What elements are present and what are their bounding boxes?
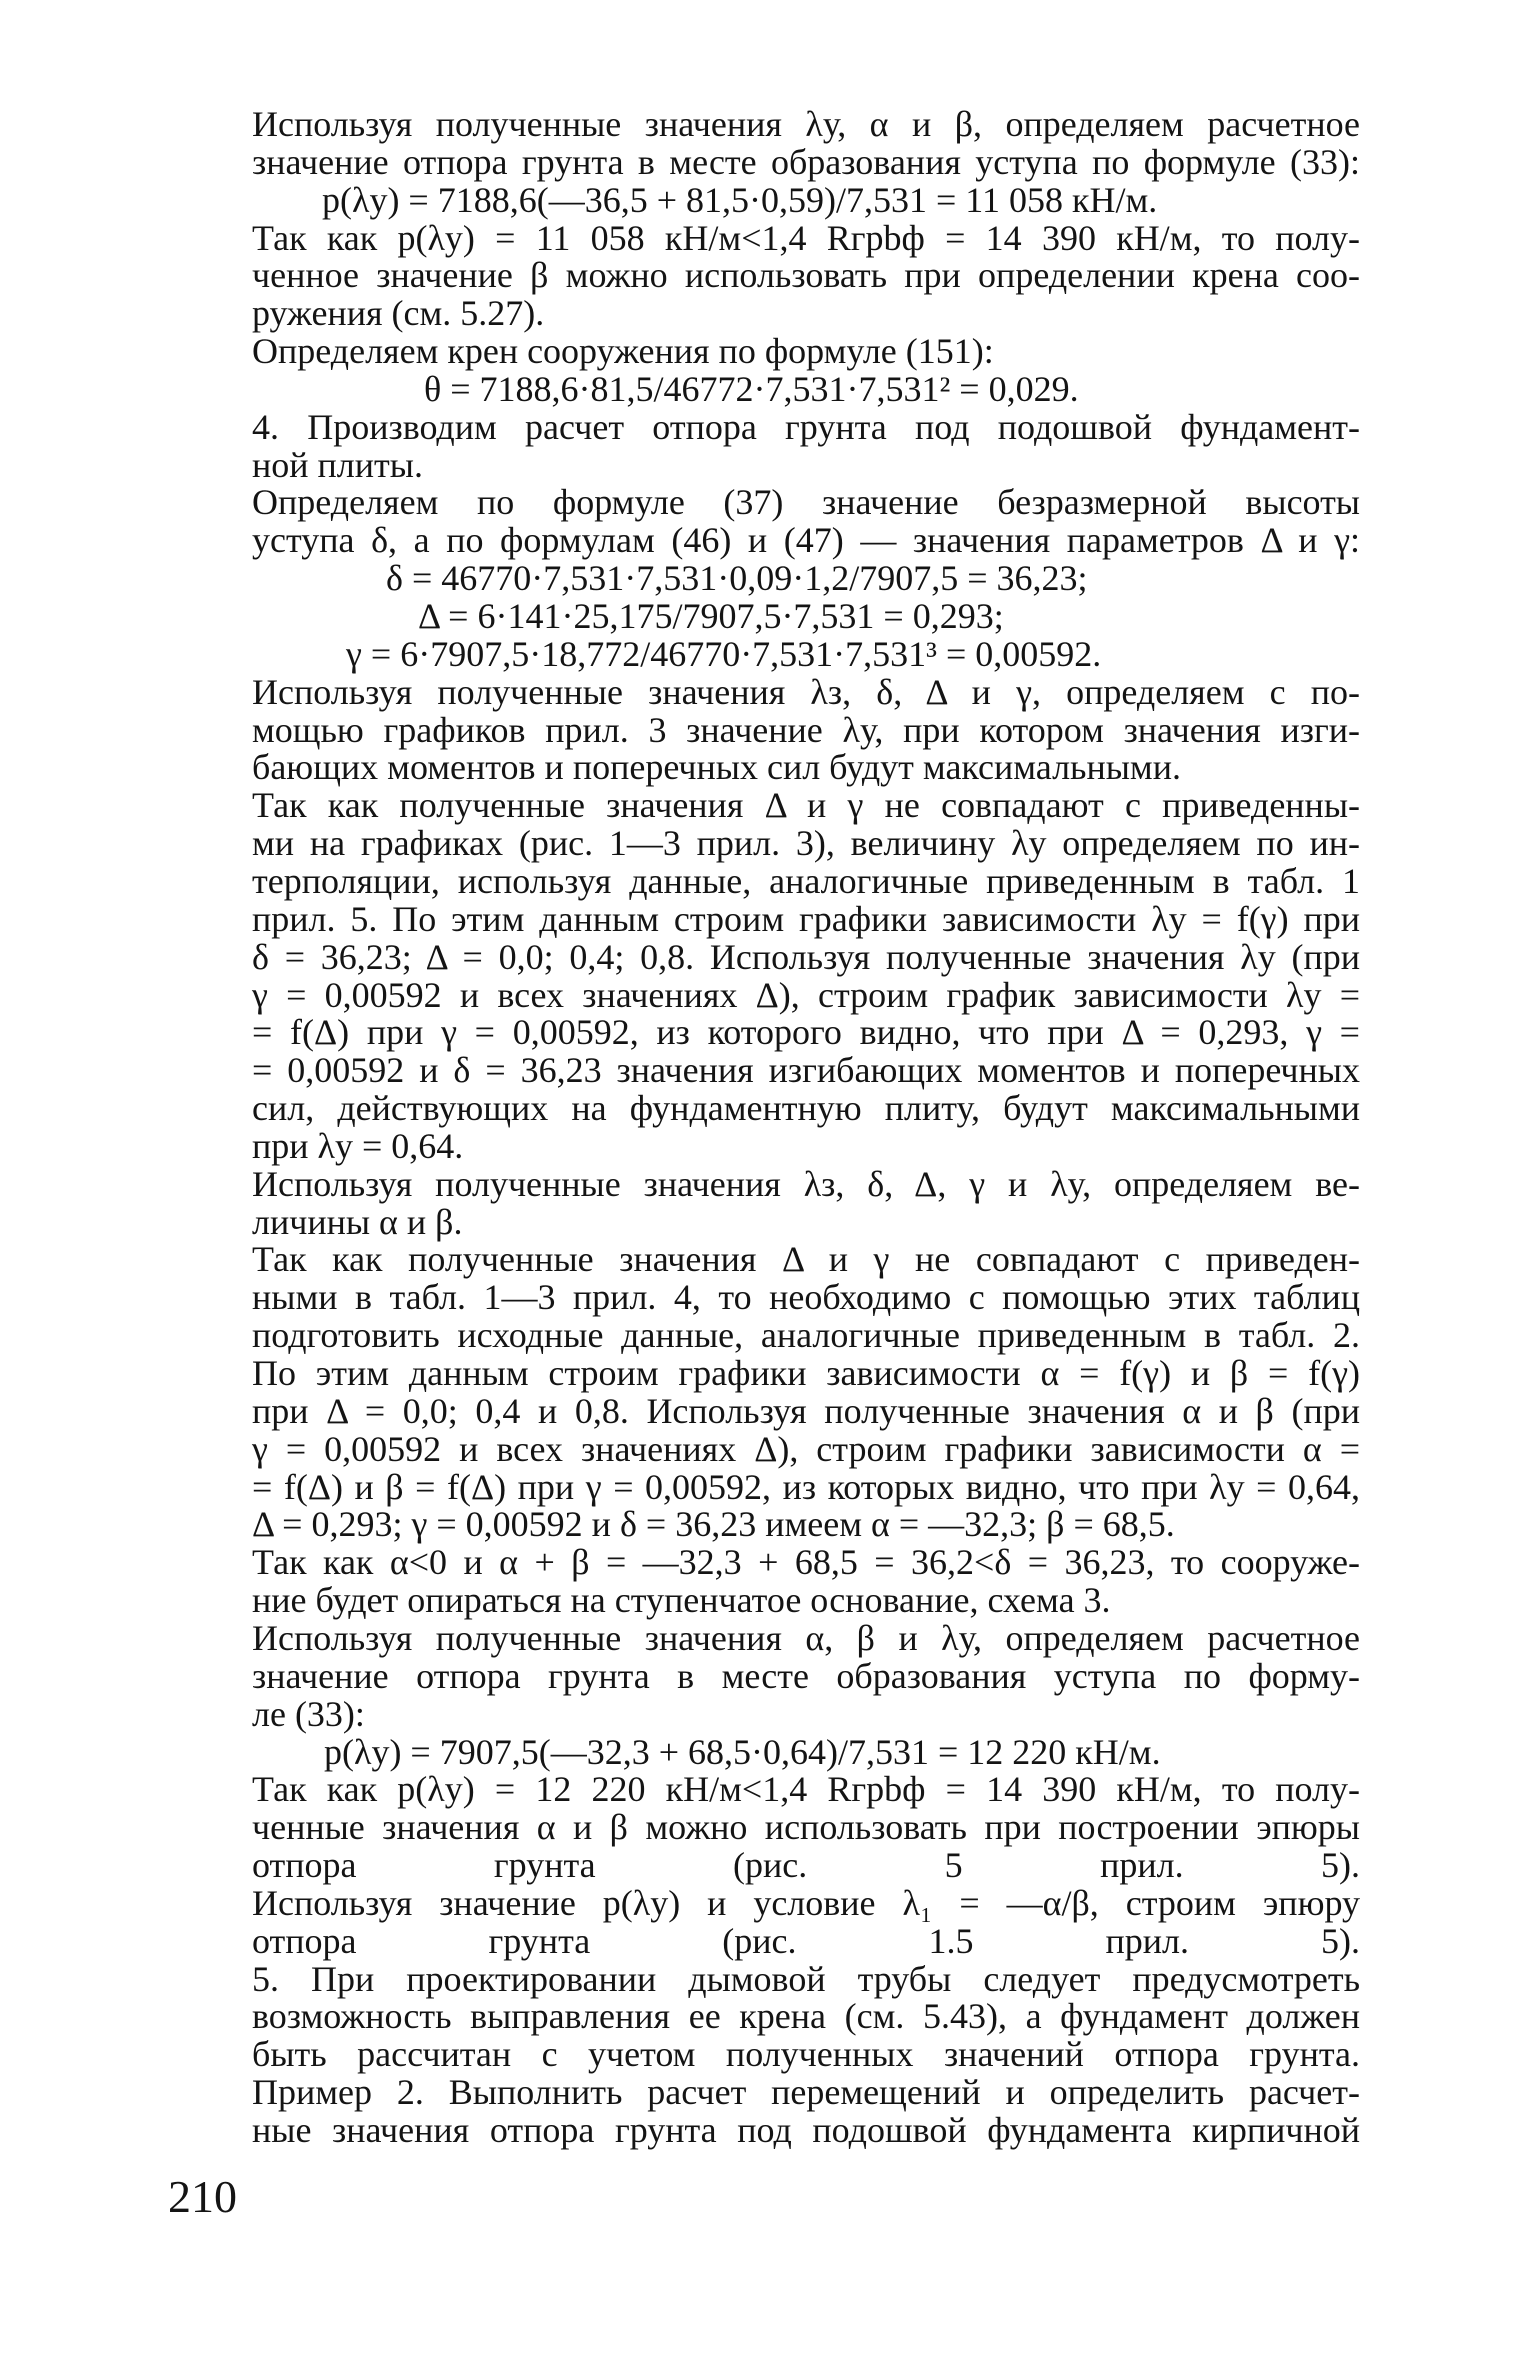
text-line: Пример 2. Выполнить расчет перемещений и определить расчет-: [252, 2072, 1360, 2112]
text-line: δ = 36,23; Δ = 0,0; 0,4; 0,8. Используя полученные значения λу (при: [252, 937, 1360, 977]
text-line: ми на графиках (рис. 1—3 прил. 3), величину λу определяем по ин-: [252, 823, 1360, 863]
formula-line: θ = 7188,6·81,5/46772·7,531·7,531² = 0,029.: [424, 369, 1079, 409]
text-line: Так как полученные значения Δ и γ не совпадают с приведенны-: [252, 785, 1360, 825]
text-line: быть рассчитан с учетом полученных значений отпора грунта.: [252, 2034, 1360, 2074]
text-line: личины α и β.: [252, 1202, 463, 1242]
text-line: = f(Δ) и β = f(Δ) при γ = 0,00592, из которых видно, что при λу = 0,64,: [252, 1467, 1360, 1507]
text-line: при λу = 0,64.: [252, 1126, 464, 1166]
formula-line: δ = 46770·7,531·7,531·0,09·1,2/7907,5 = 36,23;: [386, 558, 1088, 598]
text-line: ченное значение β можно использовать при определении крена соо-: [252, 255, 1360, 295]
text-line: γ = 0,00592 и всех значениях Δ), строим график зависимости λу =: [252, 975, 1360, 1015]
text-line: Δ = 0,293; γ = 0,00592 и δ = 36,23 имеем α = —32,3; β = 68,5.: [252, 1504, 1175, 1544]
text-line: Используя полученные значения α, β и λу, определяем расчетное: [252, 1618, 1360, 1658]
text-line: прил. 5. По этим данным строим графики зависимости λу = f(γ) при: [252, 899, 1360, 939]
text-line: отпора грунта (рис. 5 прил. 5).: [252, 1845, 1360, 1885]
text-line: По этим данным строим графики зависимости α = f(γ) и β = f(γ): [252, 1353, 1360, 1393]
page-number: 210: [168, 2171, 237, 2222]
text-line: Используя значение p(λу) и условие λ₁ = —α/β, строим эпюру: [252, 1883, 1360, 1923]
text-line: при Δ = 0,0; 0,4 и 0,8. Используя полученные значения α и β (при: [252, 1391, 1360, 1431]
text-line: ченные значения α и β можно использовать при построении эпюры: [252, 1807, 1360, 1847]
text-line: γ = 0,00592 и всех значениях Δ), строим графики зависимости α =: [252, 1429, 1360, 1469]
text-line: Используя полученные значения λу, α и β, определяем расчетное: [252, 104, 1360, 144]
formula-line: Δ = 6·141·25,175/7907,5·7,531 = 0,293;: [418, 596, 1004, 636]
text-line: отпора грунта (рис. 1.5 прил. 5).: [252, 1921, 1360, 1961]
text-line: значение отпора грунта в месте образования уступа по формуле (33):: [252, 142, 1360, 182]
text-line: терполяции, используя данные, аналогичные приведенным в табл. 1: [252, 861, 1360, 901]
text-line: возможность выправления ее крена (см. 5.43), а фундамент должен: [252, 1996, 1360, 2036]
text-line: Определяем по формуле (37) значение безразмерной высоты: [252, 482, 1360, 522]
text-line: = 0,00592 и δ = 36,23 значения изгибающих моментов и поперечных: [252, 1050, 1360, 1090]
text-line: ными в табл. 1—3 прил. 4, то необходимо с помощью этих таблиц: [252, 1277, 1360, 1317]
text-line: ние будет опираться на ступенчатое основание, схема 3.: [252, 1580, 1111, 1620]
text-line: Используя полученные значения λз, δ, Δ и γ, определяем с по-: [252, 672, 1360, 712]
formula-line: γ = 6·7907,5·18,772/46770·7,531·7,531³ = 0,00592.: [346, 634, 1102, 674]
text-line: Так как α<0 и α + β = —32,3 + 68,5 = 36,2<δ = 36,23, то сооруже-: [252, 1542, 1360, 1582]
formula-line: p(λу) = 7188,6(—36,5 + 81,5·0,59)/7,531 = 11 058 кН/м.: [322, 180, 1158, 220]
text-line: ружения (см. 5.27).: [252, 293, 545, 333]
formula-line: p(λу) = 7907,5(—32,3 + 68,5·0,64)/7,531 = 12 220 кН/м.: [324, 1732, 1161, 1772]
text-line: = f(Δ) при γ = 0,00592, из которого видно, что при Δ = 0,293, γ =: [252, 1012, 1360, 1052]
text-line: ле (33):: [252, 1694, 365, 1734]
text-line: подготовить исходные данные, аналогичные приведенным в табл. 2.: [252, 1315, 1360, 1355]
text-line: 5. При проектировании дымовой трубы следует предусмотреть: [252, 1959, 1360, 1999]
text-line: Определяем крен сооружения по формуле (151):: [252, 331, 994, 371]
text-line: бающих моментов и поперечных сил будут максимальными.: [252, 747, 1181, 787]
text-line: Используя полученные значения λз, δ, Δ, γ и λу, определяем ве-: [252, 1164, 1360, 1204]
text-line: 4. Производим расчет отпора грунта под подошвой фундамент-: [252, 407, 1360, 447]
text-line: ной плиты.: [252, 445, 423, 485]
text-line: уступа δ, а по формулам (46) и (47) — значения параметров Δ и γ:: [252, 520, 1360, 560]
text-line: Так как полученные значения Δ и γ не совпадают с приведен-: [252, 1239, 1360, 1279]
text-line: Так как p(λу) = 11 058 кН/м<1,4 Rгрbф = 14 390 кН/м, то полу-: [252, 218, 1360, 258]
text-line: значение отпора грунта в месте образования уступа по форму-: [252, 1656, 1360, 1696]
text-line: сил, действующих на фундаментную плиту, будут максимальными: [252, 1088, 1360, 1128]
text-line: Так как p(λу) = 12 220 кН/м<1,4 Rгрbф = 14 390 кН/м, то полу-: [252, 1769, 1360, 1809]
text-line: ные значения отпора грунта под подошвой фундамента кирпичной: [252, 2110, 1360, 2150]
text-line: мощью графиков прил. 3 значение λу, при котором значения изги-: [252, 710, 1360, 750]
